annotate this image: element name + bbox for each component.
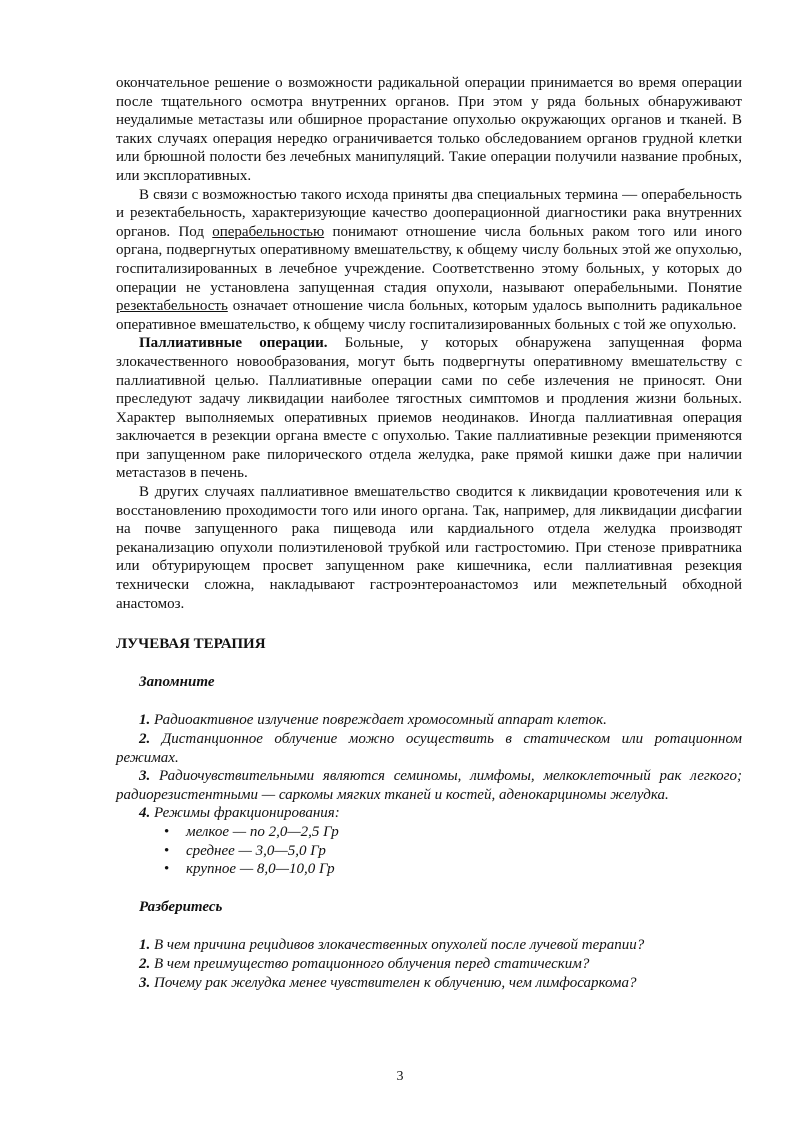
- item-text: Дистанционное облучение можно осуществить в статическом или ротационном режимах.: [116, 731, 742, 766]
- bullet-text: крупное — 8,0—10,0 Гр: [186, 861, 335, 878]
- list-item: [116, 711, 742, 730]
- fractionation-list: [116, 823, 742, 879]
- understand-list: [116, 936, 742, 992]
- item-text: В чем преимущество ротационного облучения перед статическим?: [154, 955, 590, 972]
- text-run: Больные, у которых обнаружена запущенная форма злокачественного новообразования, могут быть подвергнуты оперативному вмешательству с паллиативной целью. Паллиативные операции сами по себе излечения не приносят. Они преследуют задачу ликвидации наиболее тягостных симптомов и продления жизни больных. Характер выполняемых оперативных приемов неодинаков. Иногда паллиативная операция заключается в резекции органа вместе с опухолью. Такие паллиативные резекции применяются при запущенном раке пилорического отдела желудка, раке прямой кишки даже при наличии метастазов в печень.: [116, 335, 742, 482]
- text-run: В связи с возможностью такого исхода приняты два специальных термина — операбельность и резектабельность, характеризующие качество дооперационной диагностики рака внутренних органов. Под: [116, 186, 742, 240]
- item-text: Радиоактивное излучение повреждает хромосомный аппарат клеток.: [154, 712, 607, 729]
- question-item: [116, 974, 742, 993]
- bullet-text: мелкое — по 2,0—2,5 Гр: [186, 823, 339, 840]
- list-item: [116, 730, 742, 767]
- item-text: Режимы фракционирования:: [154, 805, 340, 822]
- item-number: 4.: [139, 805, 151, 822]
- question-item: [116, 936, 742, 955]
- paragraph-palliative-other: В других случаях паллиативное вмешательство сводится к ликвидации кровотечения или к восстановлению проходимости того или иного органа. Так, например, для ликвидации дисфагии на почве запущенного рака пищевода или кардиального отдела желудка производят реканализацию опухоли полиэтиленовой трубкой или гастростомию. При стенозе привратника или обтурирующем просвет запущенном раке кишечника, если паллиативная резекция технически сложна, накладывают гастроэнтероанастомоз или межпетельный обходной анастомоз.: [116, 484, 742, 612]
- term-resectability: резектабельность: [116, 298, 228, 315]
- bullet-item: [116, 860, 742, 879]
- paragraph-exploratory-operations: окончательное решение о возможности радикальной операции принимается во время операции после тщательного осмотра внутренних органов. При этом у ряда больных обнаруживают неудалимые метастазы или обширное прорастание опухолью окружающих органов и тканей. В таких случаях операция нередко ограничивается только обследованием органов грудной клетки или брюшной полости без лечебных манипуляций. Такие операции получили название пробных, или эксплоративных.: [116, 75, 742, 184]
- page-number: 3: [396, 1069, 404, 1084]
- item-number: 3.: [139, 768, 151, 785]
- item-text: Почему рак желудка менее чувствителен к облучению, чем лимфосаркома?: [154, 974, 637, 991]
- list-item: [116, 767, 742, 804]
- list-item: [116, 804, 742, 823]
- paragraph-operability: [116, 186, 742, 335]
- bullet-icon: •: [164, 861, 170, 878]
- text-run: понимают отношение числа больных раком того или иного органа, подвергнутых оперативному вмешательству, к общему числу больных этой же опухолью, госпитализированных в лечебное учреждение. Соответственно этому больных, у которых до операции не установлена запущенная стадия опухоли, называют операбельными. Понятие: [116, 223, 742, 296]
- remember-heading: Запомните: [139, 673, 215, 690]
- section-title: ЛУЧЕВАЯ ТЕРАПИЯ: [116, 636, 266, 653]
- item-number: 3.: [139, 974, 151, 991]
- text-run: означает отношение числа больных, которым удалось выполнить радикальное оперативное вмешательство, к общему числу госпитализированных больных с той же опухолью.: [116, 298, 742, 333]
- item-text: В чем причина рецидивов злокачественных опухолей после лучевой терапии?: [154, 937, 645, 954]
- page-body: [116, 74, 742, 992]
- item-text: Радиочувствительными являются семиномы, лимфомы, мелкоклеточный рак легкого; радиорезистентными — саркомы мягких тканей и костей, аденокарциномы желудка.: [116, 768, 742, 803]
- item-number: 2.: [139, 731, 151, 747]
- item-number: 2.: [139, 955, 151, 972]
- remember-list: [116, 711, 742, 878]
- term-operability: операбельностью: [212, 223, 325, 240]
- bullet-item: [116, 823, 742, 842]
- bullet-icon: •: [164, 823, 170, 840]
- paragraph-palliative-operations: [116, 334, 742, 483]
- understand-heading: Разберитесь: [139, 898, 223, 915]
- question-item: [116, 955, 742, 974]
- bullet-text: среднее — 3,0—5,0 Гр: [186, 842, 326, 859]
- bullet-icon: •: [164, 842, 170, 859]
- item-number: 1.: [139, 712, 151, 729]
- bullet-item: [116, 842, 742, 861]
- item-number: 1.: [139, 937, 151, 954]
- bold-lead: Паллиативные операции.: [139, 335, 328, 352]
